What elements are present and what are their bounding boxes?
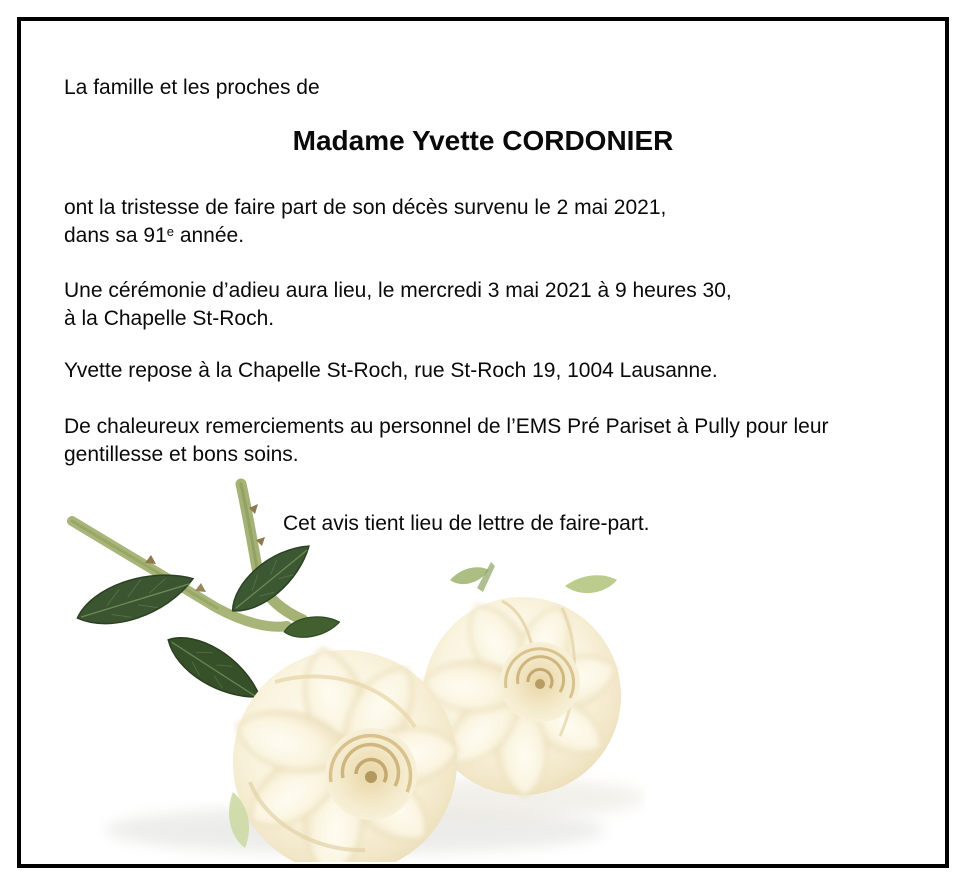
deceased-name: Madame Yvette CORDONIER [292, 125, 674, 156]
thanks-paragraph [64, 413, 829, 469]
age-superscript: e [166, 224, 174, 239]
card-frame [17, 17, 949, 868]
thanks-line2: gentillesse et bons soins. [64, 443, 299, 466]
ceremony-paragraph [64, 277, 732, 333]
intro-line: La famille et les proches de [64, 76, 320, 99]
closing-line: Cet avis tient lieu de lettre de faire-part. [283, 512, 650, 535]
rose-leaves [71, 535, 617, 713]
death-paragraph [64, 194, 666, 250]
repose-line: Yvette repose à la Chapelle St-Roch, rue St-Roch 19, 1004 Lausanne. [64, 359, 718, 382]
ceremony-line2: à la Chapelle St-Roch. [64, 307, 275, 330]
ceremony-line1: Une cérémonie d’adieu aura lieu, le mercredi 3 mai 2021 à 9 heures 30, [64, 279, 732, 302]
death-line1: ont la tristesse de faire part de son décès survenu le 2 mai 2021, [64, 196, 667, 219]
thanks-line1: De chaleureux remerciements au personnel de l’EMS Pré Pariset à Pully pour leur [64, 415, 829, 438]
death-line2-post: année. [173, 224, 245, 247]
death-line2-pre: dans sa 91 [64, 224, 167, 247]
rose-bloom-right [422, 593, 624, 798]
rose-bloom-left [229, 642, 463, 862]
